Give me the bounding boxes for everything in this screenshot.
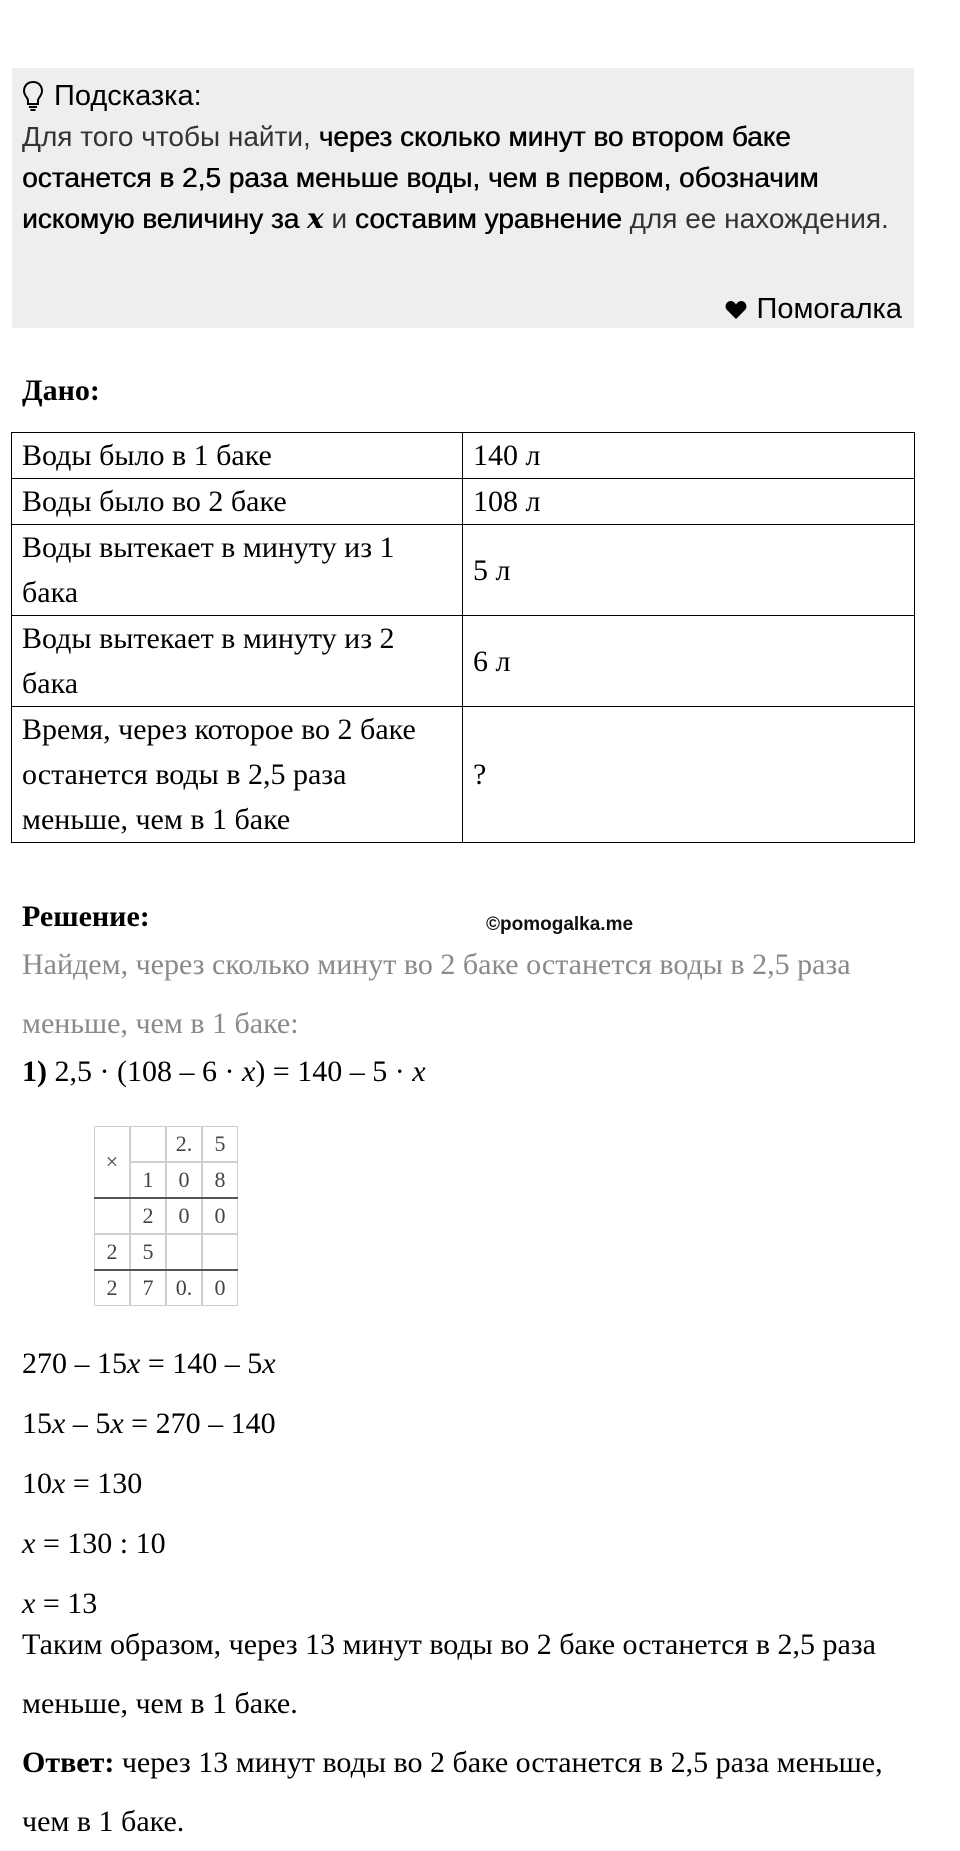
colmul-cell: 0 (166, 1198, 202, 1234)
hint-brand[interactable] (725, 293, 902, 326)
given-label-cell: Воды было во 2 баке (12, 479, 463, 525)
equation-part: 10 (22, 1467, 52, 1500)
hint-text (22, 116, 904, 239)
heart-icon (725, 300, 747, 320)
colmul-cell (130, 1126, 166, 1162)
given-value-cell: ? (463, 707, 915, 843)
hint-text-bold: через сколько минут во втором баке останется в 2,5 раза меньше воды, чем в первом, обозначим искомую величину за (22, 121, 819, 234)
step-1-equation (22, 1055, 426, 1089)
given-value-cell: 108 л (463, 479, 915, 525)
colmul-cell: 2. (166, 1126, 202, 1162)
hint-box (12, 68, 914, 328)
multiply-sign-cell: × (94, 1126, 130, 1198)
colmul-cell: 2 (130, 1198, 166, 1234)
given-value-cell: 140 л (463, 433, 915, 479)
equation-part: – 5 (65, 1407, 111, 1440)
watermark: ©pomogalka.me (486, 914, 634, 935)
brand-label: Помогалка (756, 293, 902, 325)
colmul-cell (94, 1198, 130, 1234)
equation-variable: x (241, 1055, 256, 1088)
hint-text-part: и (323, 203, 355, 234)
hint-title: Подсказка: (54, 79, 202, 112)
solution-title: Решение: (22, 900, 150, 933)
equation-part: 2,5 · (108 – 6 · (47, 1055, 242, 1088)
colmul-cell: 0 (166, 1162, 202, 1198)
colmul-cell (202, 1234, 238, 1270)
colmul-cell: 0 (202, 1198, 238, 1234)
lightbulb-icon (22, 80, 44, 112)
colmul-cell: 2 (94, 1234, 130, 1270)
colmul-cell: 8 (202, 1162, 238, 1198)
colmul-cell: 1 (130, 1162, 166, 1198)
equation-variable: x (262, 1347, 276, 1380)
hint-variable: x (306, 202, 324, 235)
equation-part: 15 (22, 1407, 52, 1440)
hint-text-part: для ее нахождения. (621, 203, 889, 234)
answer-label: Ответ: (22, 1746, 115, 1779)
hint-header (22, 76, 904, 116)
colmul-cell: 0. (166, 1270, 202, 1306)
colmul-cell: 5 (130, 1234, 166, 1270)
equation-variable: x (110, 1407, 124, 1440)
equation-line (22, 1527, 166, 1561)
solution-intro: Найдем, через сколько минут во 2 баке останется воды в 2,5 раза меньше, чем в 1 баке: (22, 948, 851, 1040)
equation-line (22, 1467, 142, 1501)
given-title: Дано: (22, 374, 100, 407)
equation-part: = 270 – 140 (123, 1407, 276, 1440)
given-table (11, 432, 915, 843)
given-row (12, 707, 915, 843)
given-row (12, 525, 915, 616)
equation-variable: x (127, 1347, 141, 1380)
hint-text-bold: составим уравнение (354, 203, 622, 234)
equation-line (22, 1347, 276, 1381)
given-row (12, 479, 915, 525)
given-label-cell: Время, через которое во 2 баке останется воды в 2,5 раза меньше, чем в 1 баке (12, 707, 463, 843)
hint-text-part: Для того чтобы найти, (22, 121, 319, 152)
equation-variable: x (52, 1407, 66, 1440)
equation-part: = 140 – 5 (140, 1347, 263, 1380)
colmul-cell: 5 (202, 1126, 238, 1162)
given-row (12, 616, 915, 707)
answer (22, 1733, 922, 1851)
equation-variable: x (22, 1527, 36, 1560)
equation-line (22, 1407, 276, 1441)
equation-part: = 13 (35, 1587, 98, 1620)
colmul-divider (94, 1269, 238, 1271)
colmul-cell: 7 (130, 1270, 166, 1306)
conclusion: Таким образом, через 13 минут воды во 2 баке останется в 2,5 раза меньше, чем в 1 баке. (22, 1628, 876, 1720)
equation-variable: x (412, 1055, 426, 1088)
equation-variable: x (52, 1467, 66, 1500)
step-number: 1) (22, 1055, 47, 1088)
equation-part: ) = 140 – 5 · (255, 1055, 413, 1088)
colmul-divider (94, 1197, 238, 1199)
given-row (12, 433, 915, 479)
equation-part: = 130 (65, 1467, 143, 1500)
given-label-cell: Воды вытекает в минуту из 1 бака (12, 525, 463, 616)
given-value-cell: 5 л (463, 525, 915, 616)
colmul-cell: 0 (202, 1270, 238, 1306)
given-value-cell: 6 л (463, 616, 915, 707)
given-label-cell: Воды вытекает в минуту из 2 бака (12, 616, 463, 707)
colmul-cell (166, 1234, 202, 1270)
answer-text: через 13 минут воды во 2 баке останется в 2,5 раза меньше, чем в 1 баке. (22, 1746, 883, 1838)
equation-variable: x (22, 1587, 36, 1620)
equation-part: 270 – 15 (22, 1347, 127, 1380)
equation-part: = 130 : 10 (35, 1527, 166, 1560)
given-label-cell: Воды было в 1 баке (12, 433, 463, 479)
colmul-cell: 2 (94, 1270, 130, 1306)
